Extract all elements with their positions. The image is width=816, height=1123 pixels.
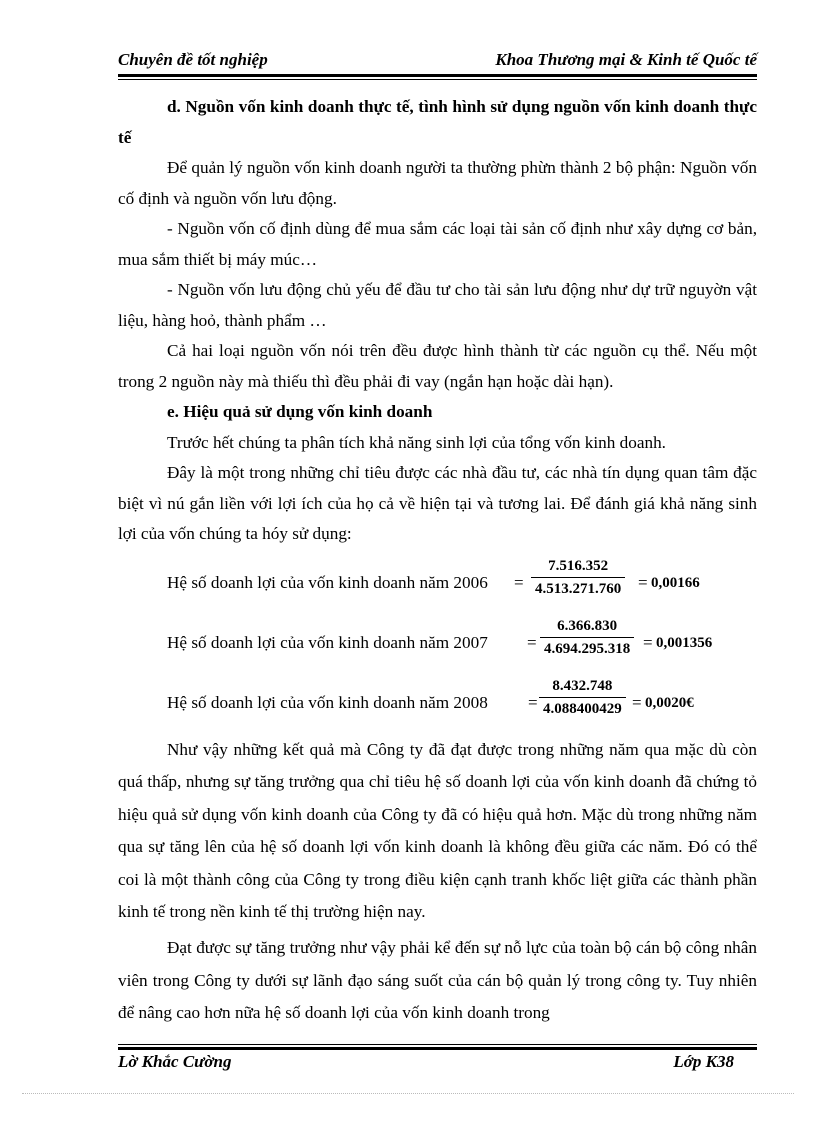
body-paragraph: Đạt được sự tăng trưởng như vậy phải kể đến sự nỗ lực của toàn bộ cán bộ công nhân viên trong Công ty dưới sự lãnh đạo sáng suốt của cán bộ quản lý trong công ty. Tuy nhiên để nâng cao hơn nữa hệ số doanh lợi của vốn kinh doanh trong — [118, 938, 757, 1023]
formula-fraction — [539, 676, 626, 720]
fraction-denominator: 4.694.295.318 — [544, 641, 631, 657]
body-paragraph: - Nguồn vốn lưu động chủ yếu để đầu tư cho tài sản lưu động như dự trữ nguyờn vật liệu, hàng hoỏ, thành phẩm … — [118, 280, 757, 330]
footer-rule-thin — [118, 1044, 757, 1045]
formula-equals: = — [527, 632, 537, 652]
body-paragraph: - Nguồn vốn cố định dùng để mua sắm các loại tài sản cố định như xây dựng cơ bản, mua sắm thiết bị máy múc… — [118, 219, 757, 269]
fraction-numerator: 7.516.352 — [548, 557, 609, 574]
fraction-denominator: 4.513.271.760 — [535, 581, 622, 597]
page-body — [118, 92, 757, 1030]
footer-rule-thick — [118, 1047, 757, 1050]
body-paragraph: Đây là một trong những chỉ tiêu được các nhà đầu tư, các nhà tín dụng quan tâm đặc biệt vì nú gắn liền với lợi ích của họ cả về hiện tại và tương lai. Để đánh giá khả năng sinh lợi của vốn chúng ta hóy sử dụng: — [118, 463, 757, 543]
formula-result: 0,001356 — [656, 634, 713, 651]
formula-fraction — [540, 616, 634, 660]
fraction-bar — [539, 697, 626, 699]
formula-equals: = — [514, 572, 524, 592]
formula-label: Hệ số doanh lợi của vốn kinh doanh năm 2007 — [167, 632, 488, 652]
fraction-numerator: 6.366.830 — [557, 617, 618, 634]
body-paragraph: Để quản lý nguồn vốn kinh doanh người ta thường phừn thành 2 bộ phận: Nguồn vốn cố định và nguồn vốn lưu động. — [118, 158, 757, 208]
body-paragraph: Trước hết chúng ta phân tích khả năng sinh lợi của tổng vốn kinh doanh. — [167, 432, 666, 452]
formula-2008 — [118, 676, 757, 724]
formula-result: 0,00166 — [651, 574, 700, 591]
body-paragraph: Cả hai loại nguồn vốn nói trên đều được hình thành từ các nguồn cụ thể. Nếu một trong 2 nguồn này mà thiếu thì đều phải đi vay (ngắn hạn hoặc dài hạn). — [118, 341, 757, 391]
fraction-bar — [540, 637, 634, 639]
footer-class: Lớp K38 — [673, 1052, 734, 1071]
page-edge-dotted-line — [22, 1093, 794, 1094]
fraction-denominator: 4.088400429 — [543, 701, 622, 717]
fraction-numerator: 8.432.748 — [552, 677, 613, 694]
formula-label: Hệ số doanh lợi của vốn kinh doanh năm 2006 — [167, 572, 488, 592]
formula-equals: = — [632, 692, 642, 712]
formula-2006 — [118, 556, 757, 604]
header-left-title: Chuyên đề tốt nghiệp — [118, 50, 268, 69]
footer-author: Lờ Khắc Cường — [118, 1052, 232, 1071]
header-rule-thin — [118, 79, 757, 80]
formula-result: 0,0020€ — [645, 694, 694, 711]
header-right-title: Khoa Thương mại & Kinh tế Quốc tế — [495, 50, 757, 69]
formula-2007 — [118, 616, 757, 664]
page-footer — [118, 1052, 757, 1082]
formula-equals: = — [643, 632, 653, 652]
formula-equals: = — [638, 572, 648, 592]
formula-label: Hệ số doanh lợi của vốn kinh doanh năm 2008 — [167, 692, 488, 712]
formula-fraction — [531, 556, 625, 600]
body-paragraph: Như vậy những kết quả mà Công ty đã đạt được trong những năm qua mặc dù còn quá thấp, nhưng sự tăng trưởng qua chỉ tiêu hệ số doanh lợi của vốn kinh doanh đã chứng tỏ hiệu quả sử dụng vốn kinh doanh của Công ty đã có hiệu quả hơn. Mặc dù trong những năm qua sự tăng lên của hệ số doanh lợi vốn kinh doanh là không đều giữa các năm. Đó có thể coi là một thành công của Công ty trong điều kiện cạnh tranh khốc liệt giữa các thành phần kinh tế trong nền kinh tế thị trường hiện nay. — [118, 739, 757, 922]
section-heading-d: d. Nguồn vốn kinh doanh thực tế, tình hình sử dụng nguồn vốn kinh doanh thực tế — [118, 97, 757, 147]
formula-equals: = — [528, 692, 538, 712]
header-rule-thick — [118, 74, 757, 77]
section-heading-e: e. Hiệu quả sử dụng vốn kinh doanh — [167, 402, 433, 421]
page-header — [118, 44, 757, 74]
fraction-bar — [531, 577, 625, 579]
